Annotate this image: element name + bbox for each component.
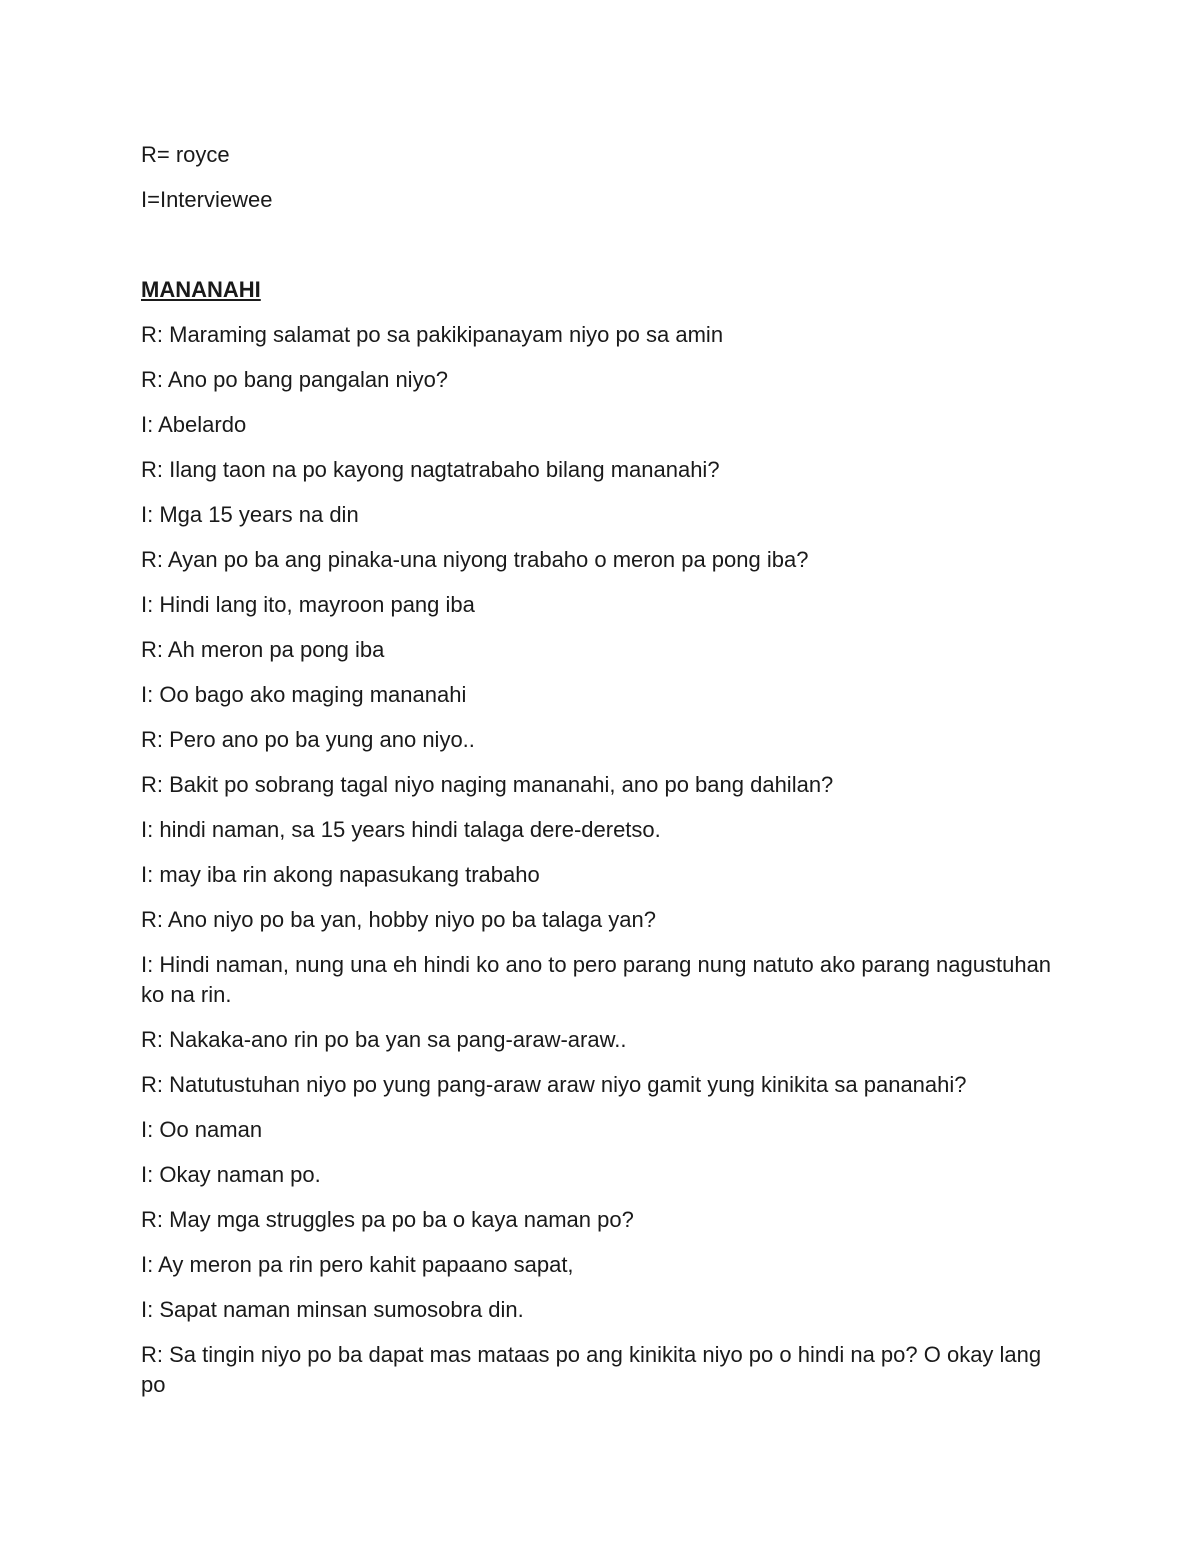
legend-r: R= royce <box>141 142 230 167</box>
transcript-line: I: Sapat naman minsan sumosobra din. <box>141 1297 524 1322</box>
transcript-line: R: Ano po bang pangalan niyo? <box>141 367 449 392</box>
transcript-line: I: Oo bago ako maging mananahi <box>141 682 467 707</box>
section-title: MANANAHI <box>141 277 261 302</box>
transcript-line: I: Hindi lang ito, mayroon pang iba <box>141 592 475 617</box>
transcript-line: I: Abelardo <box>141 412 247 437</box>
transcript-line: R: May mga struggles pa po ba o kaya naman po? <box>141 1207 634 1232</box>
transcript-line: I: Ay meron pa rin pero kahit papaano sapat, <box>141 1252 574 1277</box>
legend-i: I=Interviewee <box>141 187 273 212</box>
transcript-line: R: Maraming salamat po sa pakikipanayam niyo po sa amin <box>141 322 724 347</box>
transcript-line: I: Okay naman po. <box>141 1162 321 1187</box>
transcript-line: I: may iba rin akong napasukang trabaho <box>141 862 540 887</box>
transcript-line: I: hindi naman, sa 15 years hindi talaga dere-deretso. <box>141 817 661 842</box>
transcript-line: R: Nakaka-ano rin po ba yan sa pang-araw-araw.. <box>141 1027 627 1052</box>
transcript-line: I: Mga 15 years na din <box>141 502 359 527</box>
transcript-line: R: Ayan po ba ang pinaka-una niyong trabaho o meron pa pong iba? <box>141 547 809 572</box>
document-page <box>141 140 1071 1415</box>
transcript-line: R: Ilang taon na po kayong nagtatrabaho bilang mananahi? <box>141 457 720 482</box>
transcript-line: I: Oo naman <box>141 1117 263 1142</box>
transcript-line: R: Ano niyo po ba yan, hobby niyo po ba talaga yan? <box>141 907 656 932</box>
transcript-line: I: Hindi naman, nung una eh hindi ko ano to pero parang nung natuto ako parang nagustuhan ko na rin. <box>141 952 1052 1007</box>
transcript-line: R: Natutustuhan niyo po yung pang-araw araw niyo gamit yung kinikita sa pananahi? <box>141 1072 967 1097</box>
transcript-line: R: Bakit po sobrang tagal niyo naging mananahi, ano po bang dahilan? <box>141 772 834 797</box>
transcript-line: R: Pero ano po ba yung ano niyo.. <box>141 727 475 752</box>
transcript-line: R: Sa tingin niyo po ba dapat mas mataas po ang kinikita niyo po o hindi na po? O okay lang po <box>141 1342 1042 1397</box>
transcript-line: R: Ah meron pa pong iba <box>141 637 385 662</box>
